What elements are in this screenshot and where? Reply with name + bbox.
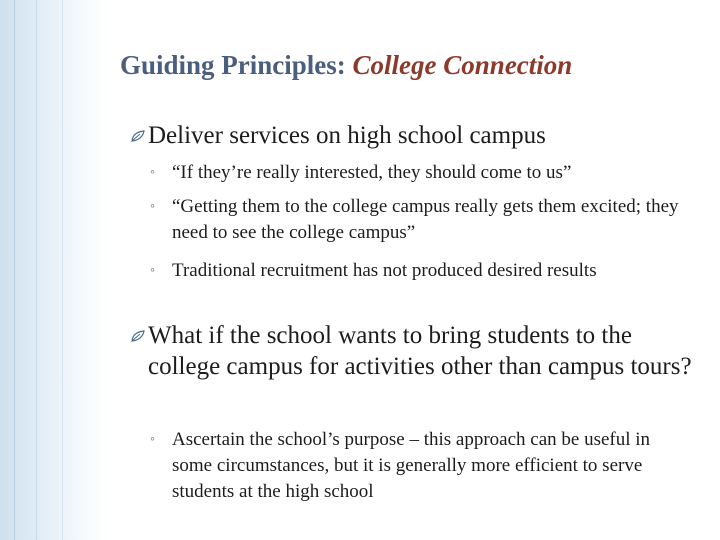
bullet-text: Deliver services on high school campus (148, 122, 546, 149)
bullet-level-2 (150, 427, 690, 505)
bullet-text: Ascertain the school’s purpose – this approach can be useful in some circumstances, but it is generally more efficient to serve students at the high school (172, 429, 651, 502)
circle-bullet-icon: ◦ (150, 263, 155, 278)
bullet-level-2 (150, 258, 690, 284)
leaf-bullet-icon (130, 120, 148, 151)
title-part-2: College Connection (352, 50, 573, 80)
title-part-1: Guiding Principles: (120, 50, 346, 80)
bullet-level-1 (130, 320, 702, 382)
circle-bullet-icon: ◦ (150, 165, 155, 180)
bullet-level-2 (150, 194, 690, 246)
circle-bullet-icon: ◦ (150, 432, 155, 447)
circle-bullet-icon: ◦ (150, 199, 155, 214)
bullet-text: “Getting them to the college campus really gets them excited; they need to see the college campus” (172, 196, 679, 243)
bullet-text: Traditional recruitment has not produced desired results (172, 260, 597, 281)
bullet-text: What if the school wants to bring students to the college campus for activities other than campus tours? (148, 322, 692, 380)
leaf-bullet-icon (130, 320, 148, 351)
bullet-level-1 (130, 120, 702, 151)
bullet-level-2 (150, 160, 690, 186)
bullet-text: “If they’re really interested, they should come to us” (172, 162, 572, 183)
